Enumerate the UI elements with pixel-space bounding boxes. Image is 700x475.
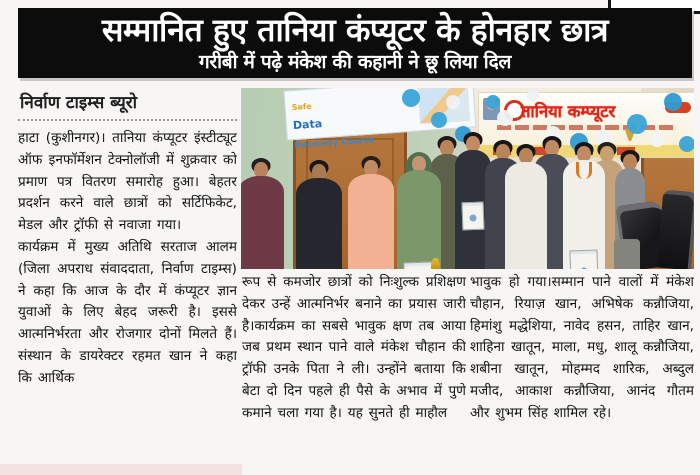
paragraph: रूप से कमजोर छात्रों को निःशुल्क प्रशिक्षण देकर उन्हें आत्मनिर्भर बनाने का प्रयास जारी है।कार्यक्रम का सबसे भावुक क्षण तब आया जब प्रथम स्थान पाने वाले मंकेश चौहान की ट्रॉफी उनके पिता ने ली। उन्होंने बताया कि बेटा दो दिन पहले ही पैसे के अभाव में पुणे कमाने चला गया है। यह सुनते ही माहौल [242,274,466,421]
person-figure [505,144,547,269]
balloon [627,114,647,134]
banner-text: Safe [291,101,313,113]
paragraph: भावुक हो गया।सम्मान पाने वालों में मंकेश चौहान, रियाज़ खान, अभिषेक कन्नौजिया, हिमांशु मद्धेशिया, नावेद हसन, ताहिर खान, शाहिना खातून, माला, मधु, शालू कन्नौजिया, शबीना खातून, मोहम्मद शारिक, अब्दुल मजीद, आकाश कन्नौजिया, आनंद गौतम और शुभम सिंह शामिल रहे। [470,274,694,421]
balloon [446,95,460,109]
person-figure [241,158,284,269]
byline: निर्वाण टाइम्स ब्यूरो [20,93,138,113]
person-figure [296,160,342,269]
subheadline: गरीबी में पढ़े मंकेश की कहानी ने छू लिया दिल [198,51,512,73]
balloon [664,93,682,111]
banner-text: Recovery Course [294,135,375,152]
headline-banner [18,8,692,78]
headline: सम्मानित हुए तानिया कंप्यूटर के होनहार छात्र [101,11,609,49]
scan-edge-strip [0,464,242,475]
monitor [657,190,694,269]
banner-title: तानिया कम्प्यूटर [521,102,616,121]
balloon [497,110,513,126]
balloon [402,89,420,107]
paragraph: हाटा (कुशीनगर)। तानिया कंप्यूटर इंस्टीट्यूट ऑफ इनफॉर्मेशन टेक्नोलॉजी में शुक्रवार को प्रमाण पत्र वितरण समारोह हुआ। बेहतर प्रदर्शन करने वाले छात्रों को सर्टिफिकेट, मेडल और ट्रॉफी से नवाजा गया। [18,130,237,234]
balloon [679,136,694,152]
article-photo [241,88,694,269]
article-column-1 [18,128,237,464]
computer-equipment [614,181,694,269]
byline-divider [18,119,237,121]
person-figure [397,152,441,269]
article-column-2 [242,272,466,468]
person-figure [563,142,605,269]
balloon [486,95,500,109]
article-column-3 [470,272,694,468]
banner-text: Data [292,117,323,133]
balloon [527,90,539,102]
balloon [650,133,664,147]
chair [614,239,640,269]
banner-subtext [497,125,677,130]
person-figure [348,156,394,269]
balloon [431,112,447,128]
paragraph: कार्यक्रम में मुख्य अतिथि सरताज आलम (जिला अपराध संवाददाता, निर्वाण टाइम्स) ने कहा कि आज के दौर में कंप्यूटर ज्ञान युवाओं के लिए बेहद जरूरी है। इससे आत्मनिर्भरता और रोजगार दोनों मिलते हैं।संस्थान के डायरेक्टर रहमत खान ने कहा कि आर्थिक [18,238,237,386]
